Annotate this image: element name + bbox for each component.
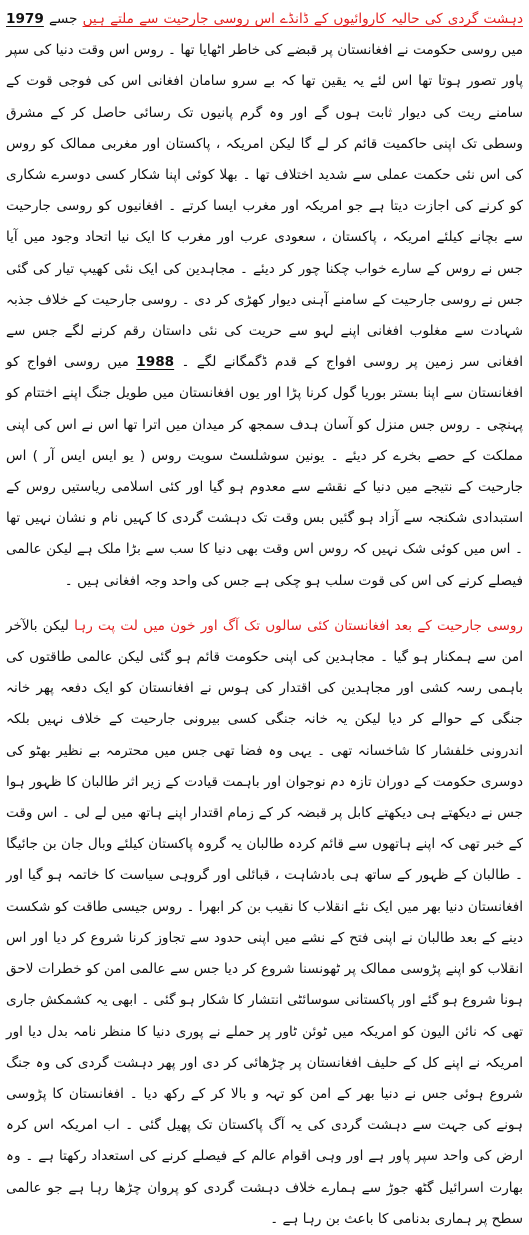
paragraph-1-body-a: میں روسی حکومت نے افغانستان پر قبضے کی خاطر اٹھایا تھا ۔ روس اس وقت دنیا کی سپر پاور تصور ہوتا تھا اس لئے یہ یقین تھا کہ بے سرو سامان افغانی اس کی فوجی قوت کے سامنے ریت کی دیوار ثابت ہوں گے اور وہ گرم پانیوں تک رسائی حاصل کر کے مشرق وسطی تک اپنی حاکمیت قائم کر لے گا لیکن امریکہ ، پاکستان اور مغربی ممالک کو روس کی اس نئی حکمت عملی سے شدید اختلاف تھا ۔ بھلا کوئی اپنا شکار کسی دوسرے شکاری کو کرنے کی اجازت دیتا ہے جو امریکہ اور مغرب ایسا کرتے ۔ افغانیوں کو روسی جارحیت سے بچانے کیلئے امریکہ ، پاکستان ، سعودی عرب اور مغرب کا ایک نیا اتحاد وجود میں آیا جس نے روس کے سارے خواب چکنا چور کر دیئے ۔ مجاہدین کی ایک نئی کھیپ تیار کی گئی جس نے روسی جارحیت کے سامنے آہنی دیوار کھڑی کر دی ۔ روسی جارحیت کے خلاف جذبہ شہادت سے مغلوب افغانی اپنے لہو سے حریت کی نئی داستان رقم کرنے لگے جس سے افغانی سر زمین پر روسی افواج کے قدم ڈگمگانے لگے ۔	[6, 42, 523, 371]
paragraph-1-body-b: میں روسی افواج کو افغانستان سے اپنا بستر بوریا گول کرنا پڑا اور یوں افغانستان میں طویل جنگ اپنے اختتام کو پہنچی ۔ روس جس منزل کو آسان ہدف سمجھ کر میدان میں اترا تھا اس نے اس کی اپنی مملکت کے حصے بخرے کر دیئے ۔ یونین سوشلسٹ سویت روس ( یو ایس ایس آر ) اس جارحیت کے نتیجے میں دنیا کے نقشے سے معدوم ہو گیا اور کئی اسلامی ریاستیں روس کے استبدادی شکنجہ سے آزاد ہو گئیں بس وقت تک دہشت گردی کا کہیں نام و نشان نہیں تھا ۔ اس میں کوئی شک نہیں کہ روس اس وقت بھی دنیا کا سب سے بڑا ملک ہے لیکن عالمی فیصلے کرنے کی اس کی قوت سلب ہو چکی ہے جس کی واحد وجہ افغانی ہیں ۔	[6, 354, 523, 589]
paragraph-1	[6, 4, 523, 597]
year-1979: 1979	[6, 11, 44, 27]
paragraph-2-red-lead: روسی جارحیت کے بعد افغانستان کئی سالوں تک آگ اور خون میں لت پت رہا	[74, 617, 523, 634]
year-1988: 1988	[136, 354, 175, 371]
paragraph-2-body: لیکن بالآخر امن سے ہمکنار ہو گیا ۔ مجاہدین کی اپنی حکومت قائم ہو گئی لیکن عالمی طاقتوں کی باہمی رسہ کشی اور مجاہدین کی اقتدار کی ہوس نے افغانستان کو ایک دفعہ پھر خانہ جنگی کے حوالے کر دیا لیکن یہ خانہ جنگی کسی بیرونی جارحیت کے خلاف نہیں بلکہ اندرونی خلفشار کا شاخسانہ تھی ۔ یہی وہ فضا تھی جس میں محترمہ بے نظیر بھٹو کی دوسری حکومت کے دوران تازہ دم نوجوان اور باہمت قیادت کے زیر اثر طالبان کا ظہور ہوا جس نے دیکھتے ہی دیکھتے کابل پر قبضہ کر کے زمام اقتدار اپنے ہاتھ میں لے لی ۔ اس وقت کے خبر تھی کہ اپنے ہاتھوں سے قائم کردہ طالبان یہ گروہ پاکستان کیلئے وبال جان بن جائیگا ۔ طالبان کے ظہور کے ساتھ ہی بادشاہت ، قبائلی اور گروہی سیاست کا خاتمہ ہو گیا اور افغانستان دنیا بھر میں ایک نئے انقلاب کا نقیب بن کر ابھرا ۔ روس جیسی طاقت کو شکست دینے کے بعد طالبان نے اپنی فتح کے نشے میں اپنی حدود سے تجاوز کرنا شروع کر دیا اور اس انقلاب کو اپنے پڑوسی ممالک پر ٹھونسنا شروع کر دیا جس سے عالمی امن کو خطرات لاحق ہونا شروع ہو گئے اور پاکستانی سوسائٹی انتشار کا شکار ہو گئی ۔ ابھی یہ کشمکش جاری تھی کہ نائن الیون کو امریکہ میں ٹوئن ٹاور پر حملے نے پوری دنیا کا منظر نامہ بدل دیا اور امریکہ نے اپنے کل کے حلیف افغانستان پر چڑھائی کر دی اور پھر دہشت گردی کی وہ جنگ شروع ہوئی جس نے دنیا بھر کے امن کو تہہ و بالا کر کے رکھ دیا ۔ افغانستان کا پڑوسی ہونے کی جہت سے دہشت گردی کی یہ آگ پاکستان تک پھیل گئی ۔ اب امریکہ اس کرہ ارض کی واحد سپر پاور ہے اور وہی اقوام عالم کے فیصلے کرنے کی استعداد رکھتا ہے ۔ وہ بھارت اسرائیل گٹھ جوڑ سے ہمارے خلاف دہشت گردی کو پروان چڑھا رہا ہے جو عالمی سطح پر ہماری بدنامی کا باعث بن رہا ہے ۔	[6, 617, 523, 1227]
paragraph-1-connector: جسے	[43, 11, 83, 27]
paragraph-2	[6, 611, 523, 1235]
paragraph-1-red-lead: دہشت گردی کی حالیہ کاروائیوں کے ڈانڈے اس روسی جارحیت سے ملتے ہیں	[82, 11, 524, 27]
